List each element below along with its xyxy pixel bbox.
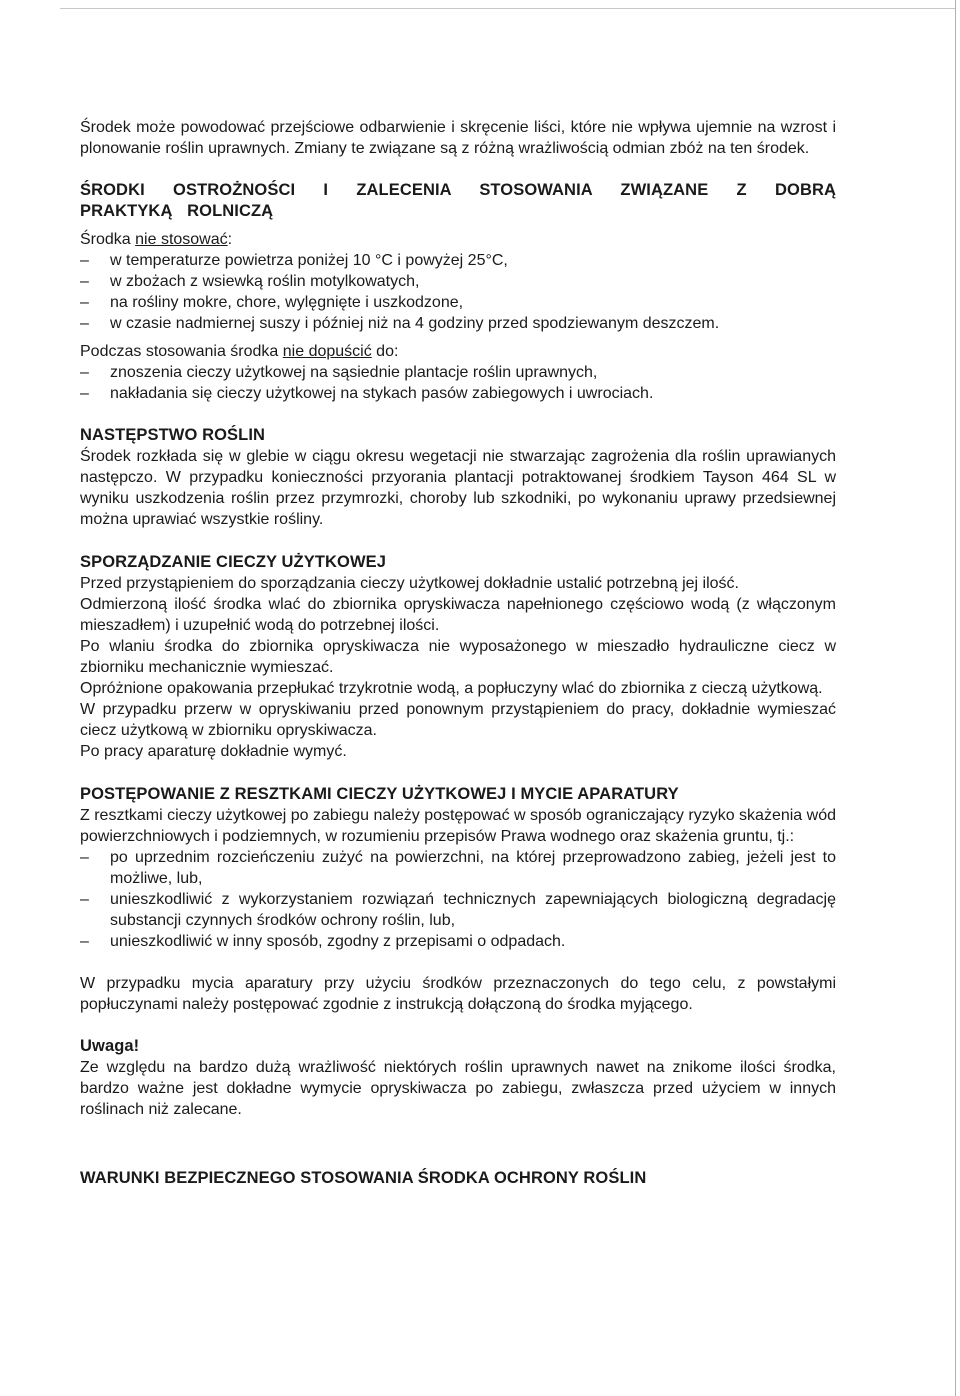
residues-intro: Z resztkami cieczy użytkowej po zabiegu należy postępować w sposób ograniczający ryzyko skażenia wód powierzchniowych i podziemnych, w rozumieniu przepisów Prawa wodnego oraz skażenia gruntu, tj.: bbox=[80, 807, 836, 845]
scan-edge-top bbox=[60, 8, 956, 9]
document-body bbox=[80, 117, 836, 1189]
washing-paragraph: W przypadku mycia aparatury przy użyciu środków przeznaczonych do tego celu, z powstałymi popłuczynami należy postępować zgodnie z instrukcją dołączoną do środka myjącego. bbox=[80, 975, 836, 1013]
preparation-paragraph: Odmierzoną ilość środka wlać do zbiornika opryskiwacza napełnionego częściowo wodą (z włączonym mieszadłem) i uzupełnić wodą do potrzebnej ilości. bbox=[80, 596, 836, 634]
prevent-lead-line: Podczas stosowania środka nie dopuścić do: bbox=[80, 343, 399, 360]
section-residues bbox=[80, 784, 836, 1015]
section-succession bbox=[80, 425, 836, 530]
safety-heading: WARUNKI BEZPIECZNEGO STOSOWANIA ŚRODKA OCHRONY ROŚLIN bbox=[80, 1169, 647, 1187]
warning-heading: Uwaga! bbox=[80, 1037, 140, 1055]
preparation-paragraph: Po pracy aparaturę dokładnie wymyć. bbox=[80, 743, 347, 760]
prevent-list bbox=[80, 362, 836, 404]
succession-heading: NASTĘPSTWO ROŚLIN bbox=[80, 426, 266, 444]
succession-paragraph: Środek rozkłada się w glebie w ciągu okresu wegetacji nie stwarzając zagrożenia dla roślin uprawianych następczo. W przypadku konieczności przyorania plantacji potraktowanej środkiem Tayson 464 SL w wyniku uszkodzenia roślin przez przymrozki, choroby lub szkodniki, po wykonaniu uprawy przedsiewnej można uprawiać wszystkie rośliny. bbox=[80, 448, 836, 528]
section-precautions bbox=[80, 180, 836, 404]
section-warning bbox=[80, 1036, 836, 1120]
residues-heading: POSTĘPOWANIE Z RESZTKAMI CIECZY UŻYTKOWEJ I MYCIE APARATURY bbox=[80, 785, 679, 803]
intro-paragraph: Środek może powodować przejściowe odbarwienie i skręcenie liści, które nie wpływa ujemnie na wzrost i plonowanie roślin uprawnych. Zmiany te związane są z różną wrażliwością odmian zbóż na ten środek. bbox=[80, 119, 836, 157]
list-item: – unieszkodliwić z wykorzystaniem rozwiązań technicznych zapewniających biologiczną degradację substancji czynnych środków ochrony roślin, lub, bbox=[80, 889, 836, 931]
not-use-lead-line: Środka nie stosować: bbox=[80, 231, 233, 248]
preparation-paragraph: W przypadku przerw w opryskiwaniu przed ponownym przystąpieniem do pracy, dokładnie wymieszać ciecz użytkową w zbiorniku opryskiwacza. bbox=[80, 701, 836, 739]
list-item: – unieszkodliwić w inny sposób, zgodny z przepisami o odpadach. bbox=[80, 931, 836, 952]
preparation-paragraph: Przed przystąpieniem do sporządzania cieczy użytkowej dokładnie ustalić potrzebną jej ilość. bbox=[80, 575, 739, 592]
list-item: – na rośliny mokre, chore, wylęgnięte i uszkodzone, bbox=[80, 292, 836, 313]
list-item: – w czasie nadmiernej suszy i później niż na 4 godziny przed spodziewanym deszczem. bbox=[80, 313, 836, 334]
list-item: – w zbożach z wsiewką roślin motylkowatych, bbox=[80, 271, 836, 292]
not-use-list bbox=[80, 250, 836, 334]
residues-list bbox=[80, 847, 836, 952]
precautions-heading: ŚRODKI OSTROŻNOŚCI I ZALECENIA STOSOWANIA ZWIĄZANE Z DOBRĄ PRAKTYKĄ ROLNICZĄ bbox=[80, 181, 836, 220]
list-item: – po uprzednim rozcieńczeniu zużyć na powierzchni, na której przeprowadzono zabieg, jeżeli jest to możliwe, lub, bbox=[80, 847, 836, 889]
preparation-paragraph: Opróżnione opakowania przepłukać trzykrotnie wodą, a popłuczyny wlać do zbiornika z cieczą użytkową. bbox=[80, 680, 823, 697]
section-preparation bbox=[80, 552, 836, 762]
preparation-heading: SPORZĄDZANIE CIECZY UŻYTKOWEJ bbox=[80, 553, 387, 571]
not-use-underlined: nie stosować bbox=[135, 231, 228, 248]
list-item: – w temperaturze powietrza poniżej 10 °C i powyżej 25°C, bbox=[80, 250, 836, 271]
list-item: – znoszenia cieczy użytkowej na sąsiednie plantacje roślin uprawnych, bbox=[80, 362, 836, 383]
scan-edge-right bbox=[955, 0, 956, 1396]
preparation-paragraph: Po wlaniu środka do zbiornika opryskiwacza nie wyposażonego w mieszadło hydrauliczne ciecz w zbiorniku mechanicznie wymieszać. bbox=[80, 638, 836, 676]
prevent-underlined: nie dopuścić bbox=[282, 343, 372, 360]
warning-paragraph: Ze względu na bardzo dużą wrażliwość niektórych roślin uprawnych nawet na znikome ilości środka, bardzo ważne jest dokładne wymycie opryskiwacza po zabiegu, zwłaszcza przed użyciem w innych roślinach niż zalecane. bbox=[80, 1059, 836, 1118]
list-item: – nakładania się cieczy użytkowej na stykach pasów zabiegowych i uwrociach. bbox=[80, 383, 836, 404]
section-safety bbox=[80, 1168, 836, 1189]
